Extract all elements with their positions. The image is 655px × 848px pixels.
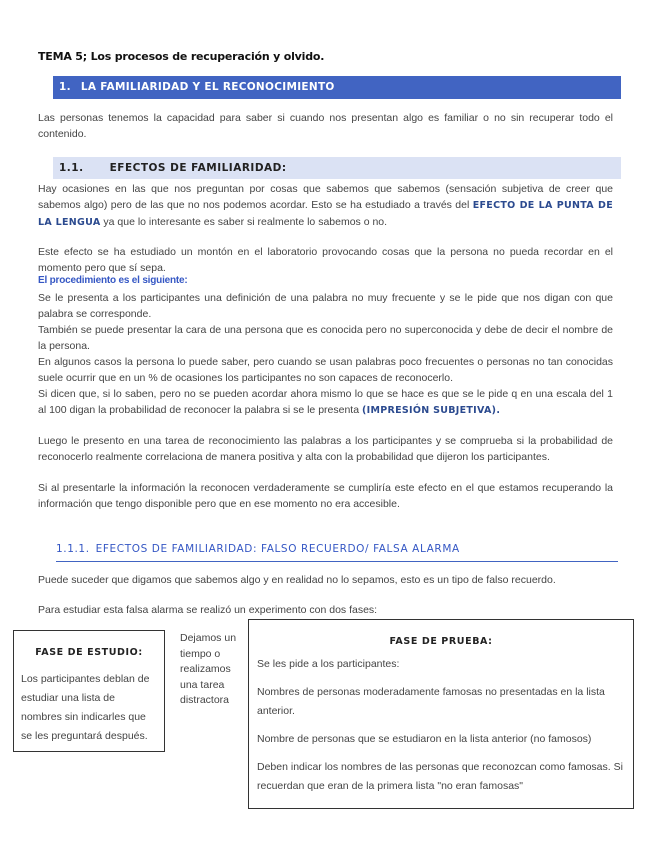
paragraph-text: ya que lo interesante es saber si realmente lo sabemos o no. <box>100 216 388 228</box>
test-phase-line-4: Deben indicar los nombres de las personas que reconozcan como famosas. Si recuerdan que eran de la primera lista "no eran famosas" <box>257 761 623 792</box>
paragraph-definition: Se le presenta a los participantes una definición de una palabra no muy frecuente y se le pide que nos digan con que palabra se corresponde. <box>38 292 613 320</box>
distractor-note: Dejamos un tiempo o realizamos una tarea distractora <box>180 632 237 706</box>
paragraph-infrequent: En algunos casos la persona lo puede saber, pero cuando se usan palabras poco frecuentes o personas no tan conocidas suele ocurrir que en un % de ocasiones los participantes no son capaces de reconocerlo. <box>38 356 613 384</box>
study-phase-box <box>13 630 165 752</box>
section-1-1-title: EFECTOS DE FAMILIARIDAD: <box>109 162 287 174</box>
paragraph-tip-of-tongue <box>38 181 613 231</box>
section-1-1-1-heading <box>56 543 618 562</box>
test-phase-title: FASE DE PRUEBA: <box>389 636 493 647</box>
section-1-title: LA FAMILIARIDAD Y EL RECONOCIMIENTO <box>80 81 335 93</box>
paragraph-recognition-task: Luego le presento en una tarea de reconocimiento las palabras a los participantes y se comprueba si la probabilidad de reconocerlo realmente correlaciona de manera positiva y alta con la probabilidad que dijeron los participantes. <box>38 435 613 463</box>
test-phase-line-3: Nombre de personas que se estudiaron en la lista anterior (no famosos) <box>257 733 592 745</box>
section-1-intro: Las personas tenemos la capacidad para saber si cuando nos presentan algo es familiar o no sin recuperar todo el contenido. <box>38 112 613 140</box>
test-phase-line-1: Se les pide a los participantes: <box>257 658 400 670</box>
section-1-1-number: 1.1. <box>59 162 84 174</box>
test-phase-line-2: Nombres de personas moderadamente famosas no presentadas en la lista anterior. <box>257 686 605 717</box>
paragraph-experiment: Para estudiar esta falsa alarma se realizó un experimento con dos fases: <box>38 604 378 616</box>
highlight-tip-of-tongue: EFECTO DE LA PUNTA DE LA LENGUA <box>38 200 614 228</box>
paragraph-lab-study: Este efecto se ha estudiado un montón en el laboratorio provocando cosas que la persona no pueda recordar en el momento pero que sí sepa. <box>38 246 613 274</box>
paragraph-false-memory: Puede suceder que digamos que sabemos algo y en realidad no lo sepamos, esto es un tipo de falso recuerdo. <box>38 574 556 586</box>
paragraph-face: También se puede presentar la cara de una persona que es conocida pero no superconocida y debe de decir el nombre de la persona. <box>38 324 613 352</box>
study-phase-title: FASE DE ESTUDIO: <box>35 647 143 658</box>
section-1-1-1-title: EFECTOS DE FAMILIARIDAD: FALSO RECUERDO/ FALSA ALARMA <box>95 543 460 555</box>
paragraph-effect-fulfilled: Si al presentarle la información la reconocen verdaderamente se cumpliría este efecto en el que estamos recuperando la información que tengo disponible pero que en ese momento no era accesible. <box>38 482 613 510</box>
paragraph-text: Si dicen que, si lo saben, pero no se pueden acordar ahora mismo lo que se hace es que se le pide q en una escala del 1 al 100 digan la probabilidad de reconocer la palabra si se le presenta <box>38 388 613 416</box>
section-1-number: 1. <box>59 81 71 93</box>
section-1-1-heading <box>53 157 621 179</box>
paragraph-scale <box>38 386 613 419</box>
procedure-label: El procedimiento es el siguiente: <box>38 275 188 286</box>
document-title: TEMA 5; Los procesos de recuperación y olvido. <box>38 50 325 63</box>
highlight-subjective-impression: (IMPRESIÓN SUBJETIVA). <box>361 405 501 416</box>
section-1-1-1-number: 1.1.1. <box>56 543 90 555</box>
paragraph-text: Hay ocasiones en las que nos preguntan por cosas que sabemos que sabemos (sensación subjetiva de creer que sabemos algo) pero de las que no nos podemos acordar. Esto se ha estudiado a través del <box>38 183 613 211</box>
test-phase-box <box>248 619 634 809</box>
study-phase-text: Los participantes deblan de estudiar una lista de nombres sin indicarles que se les preguntará después. <box>21 673 150 742</box>
section-1-heading <box>53 76 621 99</box>
